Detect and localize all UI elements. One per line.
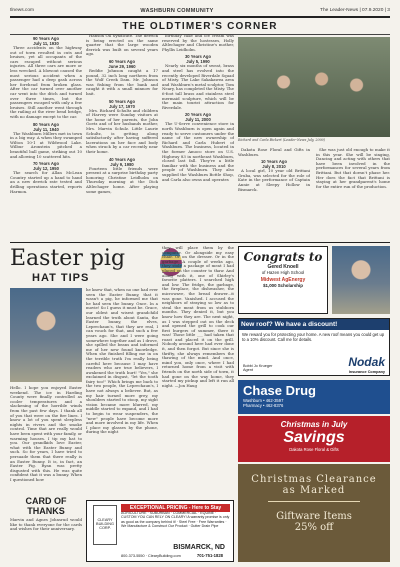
entry-text: The U-Serve convenience store in north Washburn is open again and ready to serve customers under the name of the new ownership of Richard and Carla Hubert of Washburn. The business, located in the former Amoco store on U.S. Highway 83 in northeast Washburn, closed last fall. They're a little familiar with the business and the people of Washburn. They also supplied the Washburn Bottle Shop, and Carla also owns and operates [162,121,234,182]
cleary-logo: CLEARY BUILDING CORP. [93,505,117,545]
entry-heading: 80 Years Ago July 11, 1940 [32,121,60,132]
agent-name-text: Bobbi Jo Krueger [243,364,273,368]
xmas-line-1: Christmas in July [280,420,348,429]
graduate-name: Gered Knoell [267,264,299,270]
cleary-building-ad[interactable] [86,500,234,562]
entry-text: Three accidents on the highway out of town resulted in cuts and bruises, yet all occupants of the cars escaped without serious injuries. All three cars are more or less wrecked. A blowout caused the most serious accident when a passenger had a deep gash across her forehead from broken glass. After the car turned over another car went into the ditch and turned over three times, but the passengers escaped with only a few bruises. Still another went through the railing at the river bend bridge, with no damage except to the car. [10,45,82,119]
congrats-ad[interactable] [238,246,328,314]
card-of-thanks [10,494,82,562]
nodak-insurance-ad[interactable] [238,318,390,376]
section-divider [10,242,390,243]
easter-col-1: Hello. I hope you enjoyed Easter weekend. The ice in Harding County were finally controlled as cooler temperatures and a slackening of the horrible winds from the past few days. I thank all of you that were on the fire lines. I know a lot of you spent sleepless nights in rivers and the smoke control. Time that are really would have been spent with your family, or warming houses. I tip my hat to you. Our grandkids love Easter, what with the Easter Bunny and such. So for years, I have tried to persuade them that there really is an Easter Bunny. It is, in fact, an Easter Pig. Ryan was pretty disgusted with this. He was quite confident that it was a bunny. When I questioned how [10,386,82,482]
photo-caption: Richard and Carla Bickert (Leader-News July, 2000) [238,138,326,143]
xmas-line-2: Savings [283,429,345,446]
chase-drug-ad[interactable] [238,380,390,414]
oldtimer-col-1 [10,34,82,234]
entry-heading: 60 Years Ago June 29, 1960 [108,59,136,70]
congrats-script: Congrats to [243,250,323,264]
agent-name [243,364,272,372]
entry-text: Fourteen little friends were present at a surprise birthday party honoring Christine Leidholm on Thursday morning at the Dick Altlechager home. After playing some games, [86,165,158,194]
entry-heading: 30 Years Ago July 5, 1990 [184,54,212,65]
entry-text: The Washburn Millers met in town in a big way. A when they swamped Wilton 10-1 at Wildwood Lake. Wilbur Aronstein pitched a beautiful ball game, striking out 10 and allowing 10 scattered hits. [10,130,82,159]
oldtimer-col-5 [316,148,390,234]
entry-text: Hanson Oil Syndicate. The derrick is being erected on the same quarter that the large wooden derrick was built on several years ago. [86,34,158,57]
entry-text: Nearly six months of sweat, brass and steel has evolved into the recently developed Riverdale Squad of Misty. The Lake Sakakawea area and Washburn's metal sculptor, Tom Neary, has completed the Misty. The 6-foot tall brass and stainless steel mermaid sculpture, which will be the main tourist attraction for Riverdale. [162,63,234,110]
entry-heading: 50 Years Ago July 17, 1970 [108,98,136,109]
header-rule [10,16,390,18]
easter-col-2: he knew that, when no one had ever seen the Easter Bunny, that it wasn't a pig, he informed me that he had seen the bunny. Once. In a movie! So I guess it must be. Grace, our oldest and wisest grandchild learned the truth about Santa, the Easter bunny, the elves, Leprechaun's, that they are real, I can vouch for that, and such a few years ago. She and I were going somewhere together and as I drove, she spilled the beans and informed me of her new found knowledge. When she finished filling me in on the terrible truth I'm really being careful here because I may have readers who are true believers, I awakened the truth hurt! "Yes," she exclaimed in disgust, "let the tooth fairy too!" Which brings me back to the two people, the Leprechaun's, I have not always a believer. But, as my hair turned more grey, my shoulders started to stoop, my sight vision became more blurred, my middle started to expand, and I had to begin to wear suspenders, the "new" people have become more and more involved in my life. When I place my glasses by the phone, during the night [86,288,158,435]
christmas-in-july-ad[interactable] [238,416,390,462]
entry-text: birthday cake and ice cream was reserved by the hostesses, Holly Altlechager and Christine's mother, Phyllis Leidholm. [162,34,234,52]
issue-info: The Leader-News | 07.9.2020 | 3 [320,8,390,13]
entry-text: The search for Allan McLean Country started up a hand to hand an a new derrick rate tested and drilling operations started, reports Harmon. [10,170,82,194]
entry-text: A local girl, 10 year old Brittani Gruba, was selected for the role of Kate in the performance of Captain Annie at Sleepy Hollow in Bismarck. [238,168,310,192]
entry-text: She was just old enough to make it in this year. She will be singing, Dancing and acting with others that have been involved in the performances for several years from Brittani. But that doesn't phase her. Her does the fact that Brittani is staying at her grandparent's home for the entire run of the production. [316,148,390,189]
cleary-city: BISMARCK, ND [173,544,225,551]
oldtimer-col-2 [86,34,158,234]
sponsor-logo: Midwest AgEnergy [260,277,306,283]
nodak-body: We reward you for protecting your home. A new roof means you could get up to a 10% discount. Call me for details. [242,332,385,342]
cleary-text: AGRICULTURE · SUBURBAN · COMMERCIAL · EQUINE · CUSTOM YOU CAN RELY ON CLEARY! A warranty promise is only as good as the company behind it! · Steel Free · Free Warranties · We Manufacture & Construct Our Product · Gutter Drain Pipe [121,511,230,529]
oldtimer-col-4 [238,148,310,234]
entry-text: Mrs. Richard Schultz and children of Harvey were Sunday visitors at the home of her parents, the John Goetz and of her husbands mother, Mrs. Marvin Schulz. Little Laurie Schultz, is getting along satisfactorily after having suffered lacerations on her face and body when struck by a car recently near their home. [86,107,158,154]
clearance-line-3: Giftware Items [276,510,352,522]
photo-child-easter [10,288,82,382]
cleary-phone[interactable]: 701-751-1828 [196,553,223,558]
card-text: Marvin and Agnes Johnsrud would like to thank everyone for the cards and wishes for their anniversary. [10,518,82,532]
christmas-clearance-ad[interactable] [238,464,390,562]
card-title: CARD OF THANKS [25,496,67,516]
cleary-headline: EXCEPTIONAL PRICING - Here to Stay [121,504,230,512]
entry-heading: 10 Years Ago July 8, 2010 [260,159,288,170]
entry-text: Reddie Johnson caught a 17 pound, 32 inch long northern from the Wolf Creek Dam. Mr. Johnson was fishing from the bank and caught it with a small minnow for bait. [86,68,158,97]
scholarship-amount: $1,000 Scholarship [263,283,303,288]
nodak-logo-sub: Insurance Company [348,370,385,374]
clearance-line-2: as Marked [282,485,346,496]
oldtimer-columns [10,34,390,234]
entry-heading: 90 Years Ago July 11, 1930 [32,36,60,47]
nodak-headline: New roof? We have a discount! [239,319,389,330]
chase-title: Chase Drug [243,383,316,398]
chase-phone-2: Pharmacy • 462-8376 [243,403,284,408]
entry-text: Dakota Rose Floral and Gifts in Washburn. [238,148,310,157]
easter-subtitle: HAT TIPS [32,272,90,284]
entry-heading: 20 Years Ago July 11, 2000 [184,112,212,123]
section-heading: WASHBURN COMMUNITY [140,7,214,14]
graduate-school: of Hazen High School [261,270,305,275]
easter-title: Easter pig [10,246,126,271]
site-name[interactable]: tlnews.com [10,8,34,13]
nodak-logo: Nodak [348,355,385,369]
clearance-rule [268,501,360,502]
chase-phone-1: Washburn • 462-3597 [243,398,284,403]
photo-bickert [238,37,390,137]
agent-title: Agent [243,368,253,372]
photo-graduate [332,246,390,314]
entry-heading: 70 Years Ago July 12, 1950 [32,161,60,172]
oldtimer-col-3 [162,34,234,234]
page-header [10,6,390,15]
section-title: THE OLDTIMER'S CORNER [122,20,278,32]
clearance-line-1: Christmas Clearance [251,474,377,485]
easter-col-3: they will place them by the computer. Or alongside my easy chair. Or on the dresser. Or in the garbage. A couple of weeks ago, they stole a package of meat I had placed on the counter to thaw. And along with it, one of Shirley's favorite platters. I searched high and low. The fridge, the garbage, the fireplace, the dishwasher, the microwave, the bread drawer...it was gone. Vanished. I accused the neighbors of straying so low as to steal the meat from us stubborn months. They denied it, but you know how they are. The next night, as I was stepped out on the deck and opened the grill to cook our first burgers of summer, there it was! Those little ___ had taken that roast and placed it on the grill. Nobody around here had ever done it, and then forgot. But since she is thrifty, she always remembers the thawing of the mind. And once, mind you, only once, where I had returned home from a visit with friends on the north side of town, it had gone on the way home, they started my pickup and left it run all night. —Jon Haug [162,246,234,388]
entry-heading: 40 Years Ago July 9, 1980 [108,156,136,167]
clearance-line-4: 25% off [294,521,334,533]
cleary-tollfree[interactable]: 800-373-5550 · ClearyBuilding.com [121,554,181,558]
newspaper-page [10,6,390,562]
xmas-line-3: Dakota Rose Floral & Gifts [289,447,339,452]
